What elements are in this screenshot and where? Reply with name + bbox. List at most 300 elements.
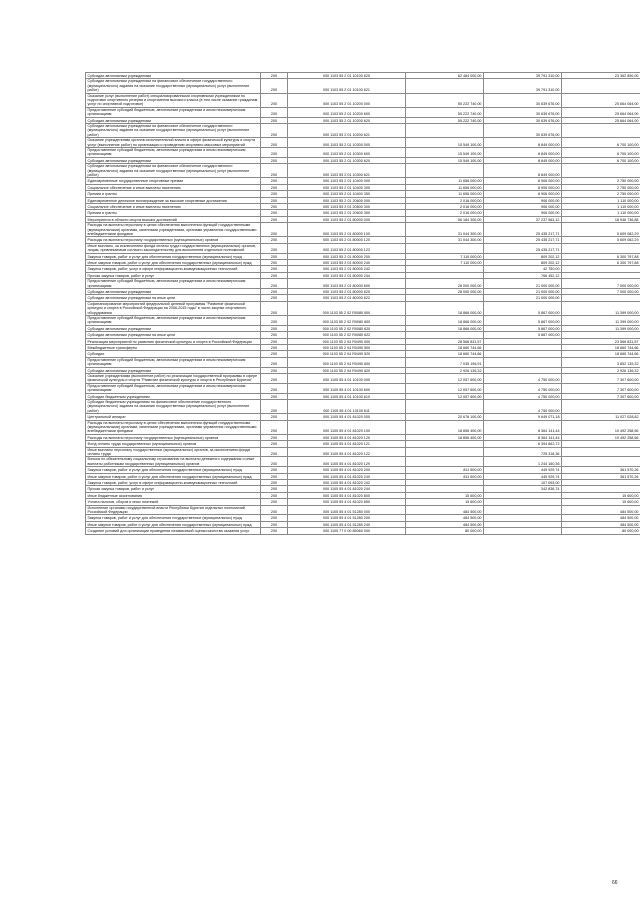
row-classification-code-cell: 000 1105 55 4 01 10100 600 <box>288 383 406 393</box>
table-row <box>86 457 640 467</box>
unexecuted-amount-cell: 15 600,00 <box>562 492 640 498</box>
row-code-cell: 200 <box>261 279 288 289</box>
approved-amount-cell: 2 016 000,00 <box>406 204 484 210</box>
executed-amount-cell: 6 394 662,72 <box>484 441 562 447</box>
row-classification-code-cell: 000 1103 55 2 01 80000 200 <box>288 253 406 259</box>
row-code-cell: 200 <box>261 164 288 178</box>
table-row <box>86 301 640 315</box>
row-code-cell: 200 <box>261 272 288 278</box>
unexecuted-amount-cell: 18 660 744,66 <box>562 351 640 357</box>
row-code-cell: 200 <box>261 223 288 237</box>
row-code-cell: 200 <box>261 289 288 295</box>
executed-amount-cell: 5 867 000,00 <box>484 325 562 331</box>
row-classification-code-cell: 000 1105 55 4 01 81020 242 <box>288 480 406 486</box>
row-classification-code-cell: 000 1105 55 4 01 51280 200 <box>288 515 406 521</box>
row-code-cell: 200 <box>261 210 288 216</box>
row-name-cell: Взносы по обязательному социальному страхованию на выплаты денежного содержания и иные выплаты работникам государственных (муниципальных) органов <box>86 457 261 467</box>
approved-amount-cell: 11 656 000,00 <box>406 184 484 190</box>
unexecuted-amount-cell: 7 000 000,00 <box>562 279 640 289</box>
row-name-cell: Закупка товаров, работ, услуг в сфере информационно-коммуникационных технологий <box>86 266 261 272</box>
executed-amount-cell: 4 750 000,00 <box>484 393 562 399</box>
approved-amount-cell <box>406 164 484 178</box>
row-classification-code-cell: 000 1103 55 2 01 80000 242 <box>288 266 406 272</box>
row-name-cell: Субсидии автономным учреждениям <box>86 117 261 123</box>
row-name-cell: Субсидии <box>86 351 261 357</box>
approved-amount-cell: 15 600,00 <box>406 492 484 498</box>
table-row <box>86 197 640 203</box>
table-row <box>86 266 640 272</box>
row-name-cell: Субсидии автономным учреждениям на финансовое обеспечение государственного (муниципального) задания на оказание государственных (муниципальных) услуг (выполнение работ) <box>86 164 261 178</box>
table-row <box>86 237 640 243</box>
table-row <box>86 253 640 259</box>
row-classification-code-cell: 000 1105 55 4 01 81020 120 <box>288 434 406 440</box>
row-classification-code-cell: 000 1103 55 2 04 R0490 500 <box>288 345 406 351</box>
unexecuted-amount-cell <box>562 457 640 467</box>
approved-amount-cell: 7 110 000,00 <box>406 253 484 259</box>
row-name-cell: Субсидии бюджетным учреждениям на финансовое обеспечение государственного (муниципального) задания на оказание государственных (муниципальных) услуг (выполнение работ) <box>86 400 261 414</box>
table-body <box>86 73 640 535</box>
table-row <box>86 93 640 107</box>
table-row <box>86 295 640 301</box>
row-name-cell: Единовременное денежное вознаграждение за высокие спортивные достижения <box>86 197 261 203</box>
unexecuted-amount-cell <box>562 79 640 93</box>
row-classification-code-cell: 000 1103 55 2 04 R0490 000 <box>288 338 406 344</box>
row-classification-code-cell: 000 1103 55 2 01 10200 620 <box>288 117 406 123</box>
row-classification-code-cell: 000 1105 55 4 01 81020 129 <box>288 457 406 467</box>
unexecuted-amount-cell: 80 000,00 <box>562 528 640 534</box>
row-name-cell: Субсидии автономным учреждениям <box>86 325 261 331</box>
executed-amount-cell: 30 639 676,00 <box>484 107 562 117</box>
row-classification-code-cell: 000 1103 55 2 01 80000 120 <box>288 237 406 243</box>
row-classification-code-cell: 000 1105 55 4 01 81020 240 <box>288 473 406 479</box>
row-code-cell: 200 <box>261 414 288 420</box>
table-row <box>86 164 640 178</box>
executed-amount-cell: 449 929,74 <box>484 467 562 473</box>
approved-amount-cell <box>406 79 484 93</box>
unexecuted-amount-cell: 11 027 028,82 <box>562 414 640 420</box>
row-classification-code-cell: 000 1103 55 2 01 80000 240 <box>288 260 406 266</box>
unexecuted-amount-cell: 6 300 797,88 <box>562 253 640 259</box>
row-code-cell: 200 <box>261 521 288 527</box>
row-name-cell: Оказание услуг (выполнение работ) специализированными спортивными учреждениями по подготовке спортивного резерва и спортсменов высокого класса (в том числе оказание гражданам услуг по спортивной подготовке) <box>86 93 261 107</box>
unexecuted-amount-cell: 1 110 000,00 <box>562 197 640 203</box>
row-classification-code-cell: 000 1103 55 2 01 20600 000 <box>288 197 406 203</box>
unexecuted-amount-cell <box>562 164 640 178</box>
row-name-cell: Создание условий для организации проведения независимой оценки качества оказания услуг <box>86 528 261 534</box>
row-name-cell: Субсидии автономным учреждениям <box>86 367 261 373</box>
approved-amount-cell: 11 656 000,00 <box>406 191 484 197</box>
row-code-cell: 200 <box>261 138 288 148</box>
executed-amount-cell: 4 750 000,00 <box>484 400 562 414</box>
row-code-cell: 200 <box>261 345 288 351</box>
row-name-cell: Центральный аппарат <box>86 414 261 420</box>
unexecuted-amount-cell <box>562 447 640 457</box>
row-name-cell: Субсидии автономным учреждениям <box>86 157 261 163</box>
approved-amount-cell: 811 500,00 <box>406 467 484 473</box>
row-name-cell: Расходы на выплаты персоналу государственных (муниципальных) органов <box>86 237 261 243</box>
unexecuted-amount-cell: 23 362 890,00 <box>562 73 640 79</box>
row-name-cell: Премии и гранты <box>86 210 261 216</box>
row-name-cell: Софинансирование мероприятий федеральной целевой программы "Развитие физической культуры и спорта в Российской Федерации на 2006-2015 годы" в части закупки спортивного оборудования <box>86 301 261 315</box>
row-name-cell: Субсидии автономным учреждениям на финансовое обеспечение государственного (муниципального) задания на оказание государственных (муниципальных) услуг (выполнение работ) <box>86 79 261 93</box>
unexecuted-amount-cell: 6 700 100,00 <box>562 157 640 163</box>
row-name-cell: Иные закупки товаров, работ и услуг для обеспечения государственных (муниципальных) нужд <box>86 260 261 266</box>
approved-amount-cell: 12 057 600,00 <box>406 383 484 393</box>
row-classification-code-cell: 000 1105 55 4 01 10100 610 <box>288 393 406 399</box>
unexecuted-amount-cell: 11 399 000,00 <box>562 316 640 326</box>
row-code-cell: 200 <box>261 505 288 515</box>
executed-amount-cell: 5 867 000,00 <box>484 301 562 315</box>
executed-amount-cell: 5 867 000,00 <box>484 316 562 326</box>
row-classification-code-cell: 000 1103 55 2 01 10100 620 <box>288 73 406 79</box>
row-name-cell: Исполнение органами государственной власти Республики Бурятия отдельных полномочий Российской Федерации <box>86 505 261 515</box>
unexecuted-amount-cell: 23 566 831,57 <box>562 338 640 344</box>
executed-amount-cell: 25 435 217,71 <box>484 243 562 253</box>
approved-amount-cell: 7 035 196,91 <box>406 357 484 367</box>
table-row <box>86 434 640 440</box>
row-name-cell: Иные выплаты, за исключением фонда оплаты труда государственных (муниципальных) органов, лицам, привлекаемым согласно законодательству для выполнения отдельных полномочий <box>86 243 261 253</box>
approved-amount-cell: 55 222 740,00 <box>406 117 484 123</box>
row-name-cell: Закупка товаров, работ и услуг для обеспечения государственных (муниципальных) нужд <box>86 515 261 521</box>
executed-amount-cell: 766 452,12 <box>484 272 562 278</box>
row-name-cell: Субсидии автономным учреждениям <box>86 289 261 295</box>
unexecuted-amount-cell: 18 660 744,66 <box>562 345 640 351</box>
table-row <box>86 148 640 158</box>
row-classification-code-cell: 000 1103 55 2 01 80000 100 <box>288 223 406 237</box>
executed-amount-cell: 8 364 141,44 <box>484 434 562 440</box>
row-code-cell: 200 <box>261 93 288 107</box>
row-name-cell: Субсидии автономным учреждениям на иные цели <box>86 332 261 338</box>
row-name-cell: Иные бюджетные ассигнования <box>86 492 261 498</box>
executed-amount-cell: 4 750 000,00 <box>484 373 562 383</box>
executed-amount-cell: 342 836,74 <box>484 486 562 492</box>
row-code-cell: 200 <box>261 393 288 399</box>
row-code-cell: 200 <box>261 216 288 222</box>
approved-amount-cell: 18 660 744,66 <box>406 345 484 351</box>
approved-amount-cell: 11 656 000,00 <box>406 178 484 184</box>
approved-amount-cell: 18 856 400,00 <box>406 420 484 434</box>
approved-amount-cell: 2 016 000,00 <box>406 197 484 203</box>
row-classification-code-cell: 000 1105 55 4 01 51280 240 <box>288 521 406 527</box>
table-row <box>86 400 640 414</box>
approved-amount-cell: 15 549 100,00 <box>406 148 484 158</box>
approved-amount-cell <box>406 243 484 253</box>
unexecuted-amount-cell: 7 307 600,00 <box>562 393 640 399</box>
approved-amount-cell: 18 856 400,00 <box>406 434 484 440</box>
row-classification-code-cell: 000 1105 55 4 01 10100 000 <box>288 373 406 383</box>
executed-amount-cell: 30 639 676,00 <box>484 124 562 138</box>
unexecuted-amount-cell: 6 700 100,00 <box>562 148 640 158</box>
row-code-cell: 200 <box>261 295 288 301</box>
table-row <box>86 124 640 138</box>
approved-amount-cell: 484 500,00 <box>406 521 484 527</box>
table-row <box>86 480 640 486</box>
row-code-cell: 200 <box>261 447 288 457</box>
row-code-cell: 200 <box>261 107 288 117</box>
unexecuted-amount-cell: 484 500,00 <box>562 521 640 527</box>
row-code-cell: 200 <box>261 243 288 253</box>
executed-amount-cell: 906 000,00 <box>484 210 562 216</box>
row-name-cell: Предоставление субсидий бюджетным, автономным учреждениям и иным некоммерческим организациям <box>86 383 261 393</box>
row-code-cell: 200 <box>261 117 288 123</box>
row-code-cell: 200 <box>261 266 288 272</box>
unexecuted-amount-cell: 361 570,26 <box>562 473 640 479</box>
approved-amount-cell: 18 866 000,00 <box>406 325 484 331</box>
row-name-cell: Расходы на выплаты персоналу в целях обеспечения выполнения функций государственными (муниципальными) органами, казенными учреждениями, органами управления государственными внебюджетными фондами <box>86 223 261 237</box>
executed-amount-cell: 8 906 000,00 <box>484 178 562 184</box>
approved-amount-cell <box>406 457 484 467</box>
table-row <box>86 243 640 253</box>
approved-amount-cell: 62 484 000,00 <box>406 73 484 79</box>
approved-amount-cell: 7 110 000,00 <box>406 260 484 266</box>
page-number: 66 <box>612 880 618 886</box>
executed-amount-cell: 107 093,00 <box>484 480 562 486</box>
approved-amount-cell: 31 044 300,00 <box>406 223 484 237</box>
unexecuted-amount-cell: 3 852 135,32 <box>562 357 640 367</box>
unexecuted-amount-cell: 2 926 136,32 <box>562 367 640 373</box>
row-code-cell: 200 <box>261 515 288 521</box>
table-row <box>86 383 640 393</box>
row-name-cell: Предоставление субсидий бюджетным, автономным учреждениям и иным некоммерческим организациям <box>86 107 261 117</box>
row-code-cell: 200 <box>261 480 288 486</box>
row-name-cell: Субсидии автономным учреждениям <box>86 73 261 79</box>
row-classification-code-cell: 000 1103 55 2 04 R0490 520 <box>288 351 406 357</box>
row-code-cell: 200 <box>261 237 288 243</box>
unexecuted-amount-cell: 15 600,00 <box>562 499 640 505</box>
row-code-cell: 200 <box>261 178 288 184</box>
table-row <box>86 357 640 367</box>
table-row <box>86 184 640 190</box>
row-classification-code-cell: 000 1103 55 2 01 80000 600 <box>288 279 406 289</box>
approved-amount-cell: 2 016 000,00 <box>406 210 484 216</box>
row-classification-code-cell: 000 1103 55 2 01 10300 620 <box>288 157 406 163</box>
table-row <box>86 373 640 383</box>
approved-amount-cell: 28 000 000,00 <box>406 289 484 295</box>
executed-amount-cell <box>484 528 562 534</box>
row-name-cell: Уплата налогов, сборов и иных платежей <box>86 499 261 505</box>
approved-amount-cell: 484 500,00 <box>406 505 484 515</box>
row-name-cell: Предоставление субсидий бюджетным, автономным учреждениям и иным некоммерческим организациям <box>86 357 261 367</box>
row-classification-code-cell: 000 1105 55 4 01 81020 850 <box>288 499 406 505</box>
executed-amount-cell: 21 000 000,00 <box>484 279 562 289</box>
approved-amount-cell: 28 000 000,00 <box>406 279 484 289</box>
approved-amount-cell: 18 866 000,00 <box>406 301 484 315</box>
row-classification-code-cell: 000 1103 55 2 01 20600 350 <box>288 210 406 216</box>
row-name-cell: Оказание учреждениями (выполнение работ) по реализации государственной программы в сфере физической культуры и спорта "Развитие физической культуры и спорта в Республике Бурятия" <box>86 373 261 383</box>
row-classification-code-cell: 000 1103 55 2 01 10200 000 <box>288 93 406 107</box>
unexecuted-amount-cell: 5 609 082,29 <box>562 223 640 237</box>
row-classification-code-cell: 000 1103 55 2 02 R0080 600 <box>288 316 406 326</box>
row-classification-code-cell: 000 1103 55 2 01 80000 622 <box>288 295 406 301</box>
table-row <box>86 79 640 93</box>
executed-amount-cell: 906 000,00 <box>484 197 562 203</box>
unexecuted-amount-cell: 6 300 797,88 <box>562 260 640 266</box>
unexecuted-amount-cell: 10 492 258,56 <box>562 434 640 440</box>
row-code-cell: 200 <box>261 457 288 467</box>
approved-amount-cell: 55 222 740,00 <box>406 93 484 107</box>
row-classification-code-cell: 000 1103 55 2 01 10300 600 <box>288 148 406 158</box>
executed-amount-cell: 725 318,36 <box>484 447 562 457</box>
row-code-cell: 200 <box>261 253 288 259</box>
approved-amount-cell: 484 500,00 <box>406 515 484 521</box>
row-classification-code-cell: 000 1103 55 2 04 R0490 600 <box>288 357 406 367</box>
executed-amount-cell <box>484 505 562 515</box>
budget-execution-table <box>85 72 640 535</box>
executed-amount-cell: 8 849 000,00 <box>484 157 562 163</box>
executed-amount-cell: 21 000 000,00 <box>484 289 562 295</box>
row-name-cell: Предоставление субсидий бюджетным, автономным учреждениям и иным некоммерческим организациям <box>86 316 261 326</box>
row-code-cell: 200 <box>261 148 288 158</box>
row-name-cell: Социальное обеспечение и иные выплаты населению <box>86 204 261 210</box>
row-code-cell: 200 <box>261 420 288 434</box>
row-code-cell: 200 <box>261 400 288 414</box>
row-name-cell: Предоставление субсидий бюджетным, автономным учреждениям и иным некоммерческим организациям <box>86 279 261 289</box>
table-row <box>86 441 640 447</box>
approved-amount-cell: 18 660 744,66 <box>406 351 484 357</box>
approved-amount-cell: 56 184 300,00 <box>406 216 484 222</box>
row-name-cell: Прочая закупка товаров, работ и услуг <box>86 486 261 492</box>
row-classification-code-cell: 000 1103 55 2 01 80000 244 <box>288 272 406 278</box>
row-name-cell: Иные закупки товаров, работ и услуг для обеспечения государственных (муниципальных) нужд <box>86 521 261 527</box>
row-classification-code-cell: 000 1103 55 2 01 10100 621 <box>288 79 406 93</box>
executed-amount-cell: 8 906 000,00 <box>484 191 562 197</box>
row-classification-code-cell: 000 1103 55 2 01 10400 300 <box>288 184 406 190</box>
unexecuted-amount-cell: 7 000 000,00 <box>562 289 640 295</box>
executed-amount-cell: 37 237 563,12 <box>484 216 562 222</box>
row-classification-code-cell: 000 1103 55 2 01 10400 350 <box>288 191 406 197</box>
row-name-cell: Субсидии бюджетным учреждениям <box>86 393 261 399</box>
row-classification-code-cell: 000 1103 55 2 01 80000 123 <box>288 243 406 253</box>
unexecuted-amount-cell: 10 492 258,56 <box>562 420 640 434</box>
table-row <box>86 107 640 117</box>
approved-amount-cell: 15 549 100,00 <box>406 138 484 148</box>
row-code-cell: 200 <box>261 197 288 203</box>
table-row <box>86 467 640 473</box>
unexecuted-amount-cell: 25 664 064,00 <box>562 93 640 107</box>
row-code-cell: 200 <box>261 204 288 210</box>
row-name-cell: Фонд оплаты труда государственных (муниципальных) органов <box>86 441 261 447</box>
row-code-cell: 200 <box>261 473 288 479</box>
budget-execution-table-sheet <box>85 72 640 535</box>
approved-amount-cell <box>406 124 484 138</box>
row-code-cell: 200 <box>261 441 288 447</box>
row-classification-code-cell: 000 1105 55 4 01 10100 611 <box>288 400 406 414</box>
executed-amount-cell: 809 202,12 <box>484 253 562 259</box>
row-code-cell: 200 <box>261 434 288 440</box>
table-row <box>86 216 640 222</box>
approved-amount-cell: 15 600,00 <box>406 499 484 505</box>
row-classification-code-cell: 000 1105 55 4 01 51280 000 <box>288 505 406 515</box>
unexecuted-amount-cell <box>562 400 640 414</box>
executed-amount-cell: 8 849 000,00 <box>484 138 562 148</box>
executed-amount-cell: 4 750 000,00 <box>484 383 562 393</box>
executed-amount-cell: 906 000,00 <box>484 204 562 210</box>
approved-amount-cell: 80 000,00 <box>406 528 484 534</box>
unexecuted-amount-cell: 7 307 600,00 <box>562 383 640 393</box>
unexecuted-amount-cell: 2 750 000,00 <box>562 178 640 184</box>
row-code-cell: 200 <box>261 79 288 93</box>
row-code-cell: 200 <box>261 383 288 393</box>
unexecuted-amount-cell <box>562 243 640 253</box>
approved-amount-cell: 31 044 300,00 <box>406 237 484 243</box>
unexecuted-amount-cell: 484 500,00 <box>562 515 640 521</box>
row-code-cell: 200 <box>261 467 288 473</box>
row-name-cell: Межбюджетные трансферты <box>86 345 261 351</box>
table-row <box>86 279 640 289</box>
unexecuted-amount-cell: 2 750 000,00 <box>562 191 640 197</box>
row-classification-code-cell: 000 1105 55 4 01 81020 800 <box>288 492 406 498</box>
approved-amount-cell: 20 676 100,00 <box>406 414 484 420</box>
row-classification-code-cell: 000 1103 55 2 04 R0490 620 <box>288 367 406 373</box>
row-classification-code-cell: 000 1103 55 2 01 10400 000 <box>288 178 406 184</box>
row-code-cell: 200 <box>261 316 288 326</box>
table-row <box>86 260 640 266</box>
row-name-cell: Премии и гранты <box>86 191 261 197</box>
table-row <box>86 223 640 237</box>
row-code-cell: 200 <box>261 184 288 190</box>
executed-amount-cell: 8 364 141,44 <box>484 420 562 434</box>
executed-amount-cell: 8 849 000,00 <box>484 148 562 158</box>
table-row <box>86 420 640 434</box>
table-row <box>86 178 640 184</box>
row-code-cell: 200 <box>261 499 288 505</box>
executed-amount-cell: 30 639 676,00 <box>484 93 562 107</box>
row-classification-code-cell: 000 1103 55 2 02 R0080 620 <box>288 325 406 331</box>
executed-amount-cell: 449 929,74 <box>484 473 562 479</box>
table-row <box>86 204 640 210</box>
executed-amount-cell: 25 435 217,71 <box>484 237 562 243</box>
unexecuted-amount-cell: 2 750 000,00 <box>562 184 640 190</box>
row-code-cell: 200 <box>261 373 288 383</box>
row-name-cell: Мероприятия в области спорта высших достижений <box>86 216 261 222</box>
row-classification-code-cell: 000 1103 55 2 02 R0080 622 <box>288 332 406 338</box>
row-code-cell: 200 <box>261 260 288 266</box>
row-classification-code-cell: 000 1103 55 2 01 80000 000 <box>288 216 406 222</box>
row-name-cell: Реализация мероприятий по развитию физической культуры и спорта в Российской Федерации <box>86 338 261 344</box>
approved-amount-cell: 12 057 600,00 <box>406 393 484 399</box>
row-classification-code-cell: 000 1103 55 2 01 20600 300 <box>288 204 406 210</box>
executed-amount-cell: 8 849 000,00 <box>484 164 562 178</box>
row-name-cell: Предоставление субсидий бюджетным, автономным учреждениям и иным некоммерческим организациям <box>86 148 261 158</box>
unexecuted-amount-cell: 18 946 736,88 <box>562 216 640 222</box>
unexecuted-amount-cell: 484 500,00 <box>562 505 640 515</box>
unexecuted-amount-cell: 25 664 064,00 <box>562 107 640 117</box>
row-classification-code-cell: 000 1103 55 2 02 R0080 000 <box>288 301 406 315</box>
table-row <box>86 528 640 534</box>
approved-amount-cell: 811 500,00 <box>406 473 484 479</box>
row-code-cell: 200 <box>261 528 288 534</box>
row-code-cell: 200 <box>261 367 288 373</box>
unexecuted-amount-cell: 1 110 000,00 <box>562 204 640 210</box>
row-code-cell: 200 <box>261 492 288 498</box>
approved-amount-cell <box>406 400 484 414</box>
row-name-cell: Расходы на выплаты персоналу государственных (муниципальных) органов <box>86 434 261 440</box>
row-code-cell: 200 <box>261 301 288 315</box>
unexecuted-amount-cell: 6 700 100,00 <box>562 138 640 148</box>
approved-amount-cell: 28 566 831,57 <box>406 338 484 344</box>
unexecuted-amount-cell: 5 609 082,29 <box>562 237 640 243</box>
unexecuted-amount-cell: 11 399 000,00 <box>562 325 640 331</box>
row-code-cell: 200 <box>261 332 288 338</box>
approved-amount-cell: 15 549 100,00 <box>406 157 484 163</box>
row-name-cell: Закупка товаров, работ и услуг для обеспечения государственных (муниципальных) нужд <box>86 253 261 259</box>
row-classification-code-cell: 000 1105 55 4 01 81020 121 <box>288 441 406 447</box>
table-row <box>86 332 640 338</box>
executed-amount-cell: 42 750,00 <box>484 266 562 272</box>
row-name-cell: Прочая закупка товаров, работ и услуг <box>86 272 261 278</box>
row-classification-code-cell: 000 1105 55 4 01 81020 200 <box>288 467 406 473</box>
table-row <box>86 447 640 457</box>
